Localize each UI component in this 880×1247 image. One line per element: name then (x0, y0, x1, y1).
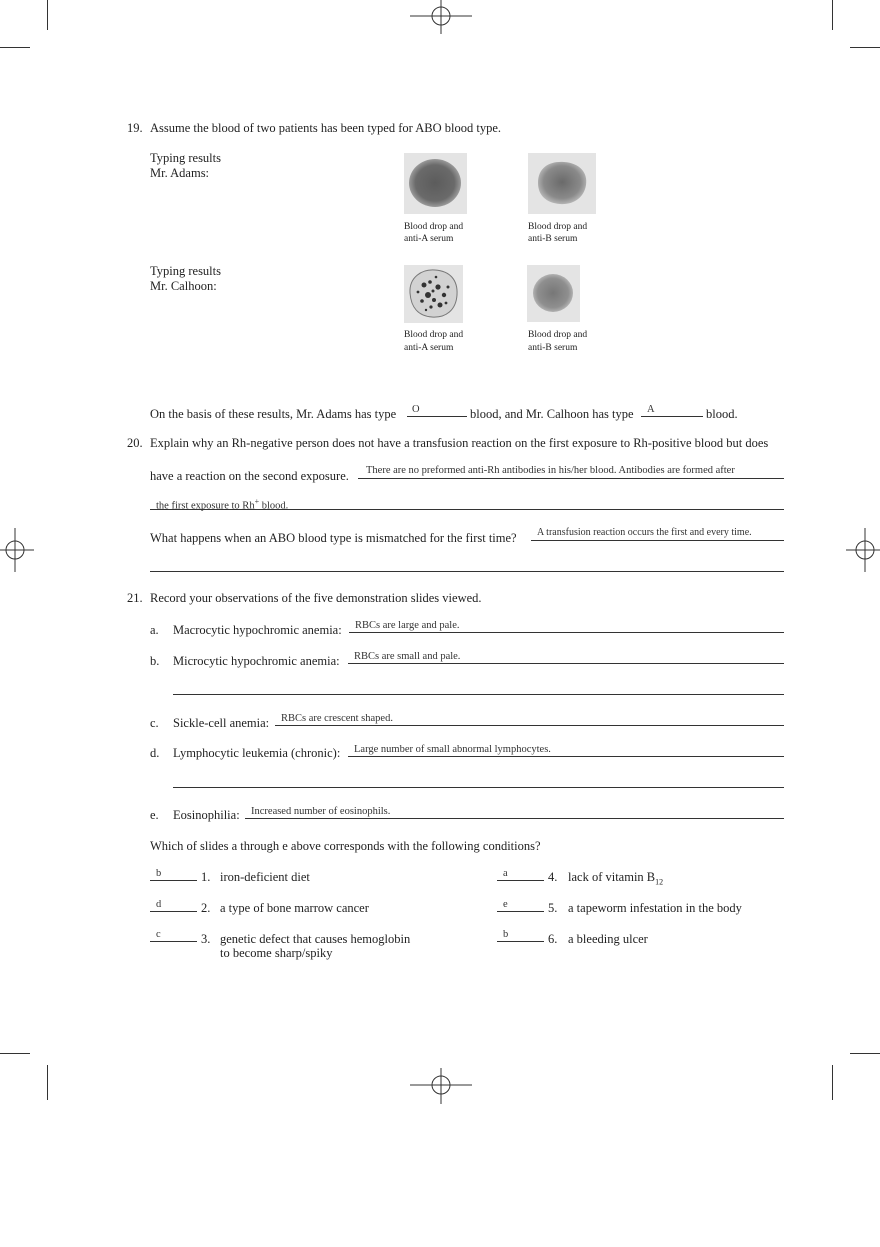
calhoon-anti-a-caption-line1: Blood drop and (404, 330, 464, 340)
match-2-text: a type of bone marrow cancer (220, 901, 369, 915)
match-5-answer: e (503, 899, 508, 910)
adams-anti-b-caption-line1: Blood drop and (528, 222, 588, 232)
registration-mark-bottom (410, 1068, 472, 1104)
adams-anti-a-caption-line2: anti-A serum (404, 234, 454, 244)
calhoon-anti-a-drop-image (404, 265, 463, 323)
match-5-answer-line[interactable] (497, 911, 544, 912)
q19-sentence-part1: On the basis of these results, Mr. Adams has type (150, 407, 397, 421)
mismatch-answer-line[interactable] (531, 540, 784, 541)
slide-c-label: Sickle-cell anemia: (173, 716, 270, 730)
slide-a-label: Macrocytic hypochromic anemia: (173, 623, 342, 637)
slide-d-letter: d. (150, 746, 160, 760)
slide-d-answer-line[interactable] (348, 756, 784, 757)
adams-anti-b-caption-line2: anti-B serum (528, 234, 578, 244)
slide-a-answer-line[interactable] (349, 632, 784, 633)
slide-e-letter: e. (150, 808, 159, 822)
match-6-answer: b (503, 929, 509, 940)
match-4-text: lack of vitamin $B_{12}$ (568, 870, 664, 887)
q19-sentence-part2: blood, and Mr. Calhoon has type (470, 407, 634, 421)
match-5-number: 5. (548, 901, 558, 915)
match-4-number: 4. (548, 870, 558, 884)
match-5-text: a tapeworm infestation in the body (568, 901, 742, 915)
q20-answer-line1-text: There are no preformed anti-Rh antibodies in his/her blood. Antibodies are formed after (366, 465, 735, 476)
q20-prompt-line2: have a reaction on the second exposure. (150, 469, 349, 483)
adams-anti-a-caption-line1: Blood drop and (404, 222, 464, 232)
calhoon-type-answer: A (647, 404, 655, 415)
match-1-number: 1. (201, 870, 211, 884)
slide-a-letter: a. (150, 623, 159, 637)
slide-c-letter: c. (150, 716, 159, 730)
match-4-answer: a (503, 868, 508, 879)
slide-a-answer: RBCs are large and pale. (355, 620, 460, 631)
q20-answer-line2-text: the first exposure to Rh+ blood. (156, 497, 289, 512)
adams-anti-a-drop-image (404, 153, 467, 214)
q20-prompt-line1: Explain why an Rh-negative person does not have a transfusion reaction on the first exposure to Rh-positive blood but does (150, 436, 769, 450)
mismatch-answer-text: A transfusion reaction occurs the first and every time. (537, 527, 752, 538)
calhoon-label-line2: Mr. Calhoon: (150, 279, 217, 293)
match-6-number: 6. (548, 932, 558, 946)
registration-mark-left (0, 528, 34, 572)
slide-d-answer-line2[interactable] (173, 787, 784, 788)
registration-mark-right (846, 528, 880, 572)
calhoon-label-line1: Typing results (150, 264, 221, 278)
match-2-answer: d (156, 899, 162, 910)
q21-number: 21. (127, 591, 143, 605)
slide-b-label: Microcytic hypochromic anemia: (173, 654, 340, 668)
q19-sentence-part3: blood. (706, 407, 738, 421)
adams-type-answer: O (412, 404, 420, 415)
slide-d-answer: Large number of small abnormal lymphocytes. (354, 744, 551, 755)
slide-e-answer: Increased number of eosinophils. (251, 806, 391, 817)
match-3-number: 3. (201, 932, 211, 946)
match-6-text: a bleeding ulcer (568, 932, 648, 946)
slide-b-letter: b. (150, 654, 160, 668)
mismatch-prompt: What happens when an ABO blood type is mismatched for the first time? (150, 531, 517, 545)
slide-e-answer-line[interactable] (245, 818, 784, 819)
match-6-answer-line[interactable] (497, 941, 544, 942)
q19-number: 19. (127, 121, 143, 135)
slide-e-label: Eosinophilia: (173, 808, 240, 822)
match-3-text-line2: to become sharp/spiky (220, 946, 333, 960)
match-2-answer-line[interactable] (150, 911, 197, 912)
match-1-answer-line[interactable] (150, 880, 197, 881)
adams-label-line1: Typing results (150, 151, 221, 165)
adams-label-line2: Mr. Adams: (150, 166, 210, 180)
slide-c-answer-line[interactable] (275, 725, 784, 726)
q20-number: 20. (127, 436, 143, 450)
slide-b-answer-line[interactable] (348, 663, 784, 664)
q21-prompt: Record your observations of the five demonstration slides viewed. (150, 591, 482, 605)
calhoon-anti-a-caption-line2: anti-A serum (404, 343, 454, 353)
calhoon-anti-b-caption-line2: anti-B serum (528, 343, 578, 353)
match-3-answer: c (156, 929, 161, 940)
calhoon-anti-b-caption-line1: Blood drop and (528, 330, 588, 340)
adams-anti-b-drop-image (528, 153, 596, 214)
calhoon-anti-b-drop-image (527, 265, 580, 322)
slide-d-label: Lymphocytic leukemia (chronic): (173, 746, 341, 760)
slide-b-answer: RBCs are small and pale. (354, 651, 461, 662)
match-3-answer-line[interactable] (150, 941, 197, 942)
match-3-text: genetic defect that causes hemoglobin (220, 932, 411, 946)
match-2-number: 2. (201, 901, 211, 915)
match-1-answer: b (156, 868, 162, 879)
slide-b-answer-line2[interactable] (173, 694, 784, 695)
match-prompt: Which of slides a through e above corresponds with the following conditions? (150, 839, 541, 853)
adams-type-answer-line[interactable] (407, 416, 467, 417)
q19-prompt: Assume the blood of two patients has been typed for ABO blood type. (150, 121, 501, 135)
match-4-answer-line[interactable] (497, 880, 544, 881)
slide-c-answer: RBCs are crescent shaped. (281, 713, 393, 724)
match-1-text: iron-deficient diet (220, 870, 310, 884)
q20-answer-line1[interactable] (358, 478, 784, 479)
registration-mark-top (410, 0, 472, 34)
calhoon-type-answer-line[interactable] (641, 416, 703, 417)
mismatch-answer-line2[interactable] (150, 571, 784, 572)
